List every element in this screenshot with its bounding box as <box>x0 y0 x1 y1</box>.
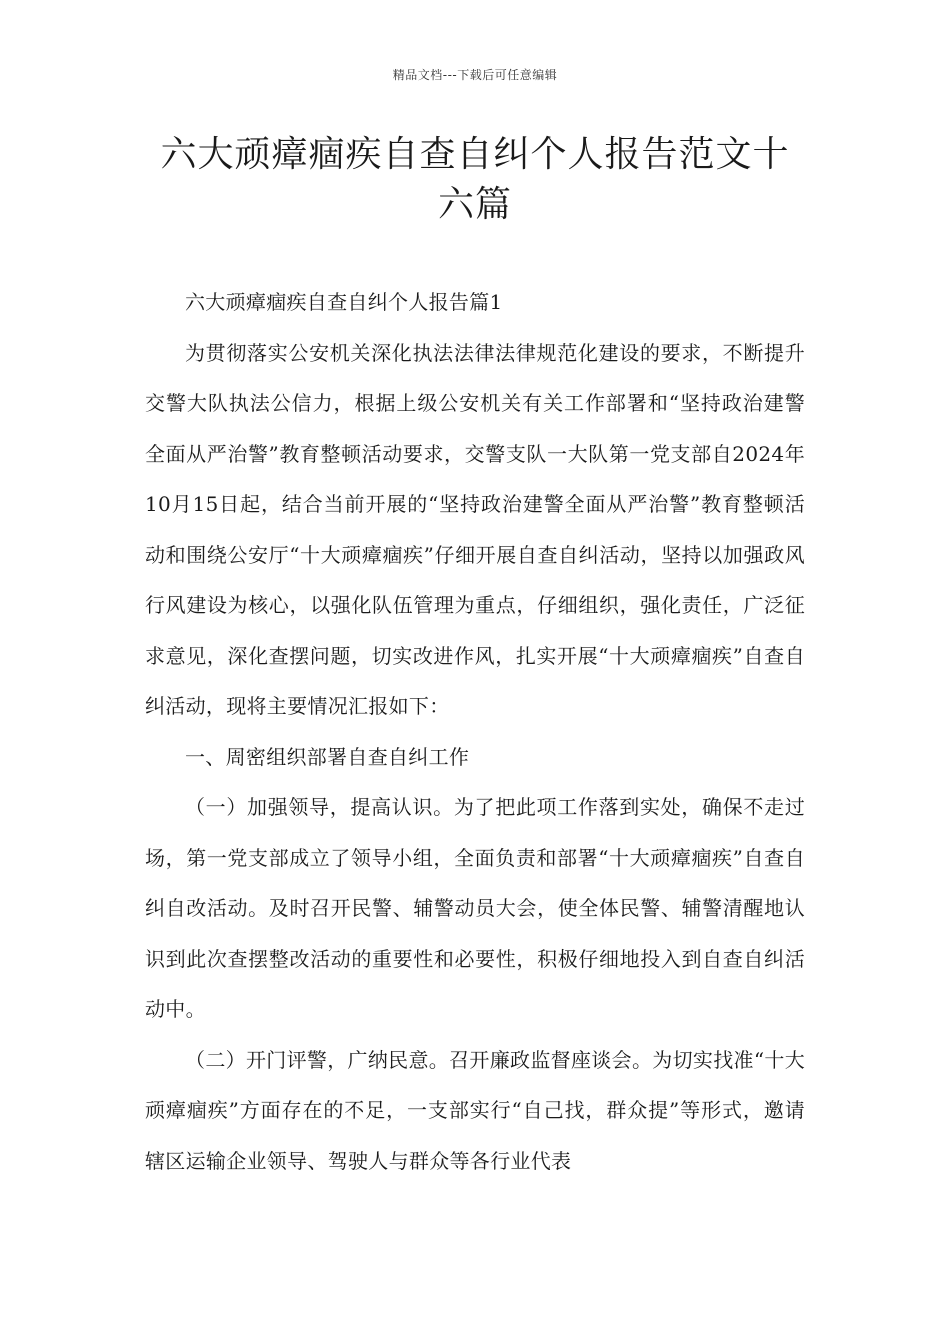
subsection-heading: 一、周密组织部署自查自纠工作 <box>185 744 470 769</box>
paragraph-item-1: （一）加强领导，提高认识。为了把此项工作落到实处，确保不走过场，第一党支部成立了领导小组，全面负责和部署“十大顽瘴痼疾”自查自纠自改活动。及时召开民警、辅警动员大会，使全体民警、辅警清醒地认识到此次查摆整改活动的重要性和必要性，积极仔细地投入到自查自纠活动中。 <box>145 795 805 1021</box>
document-body <box>145 277 805 1186</box>
intro-paragraph: 为贯彻落实公安机关深化执法法律法律规范化建设的要求，不断提升交警大队执法公信力，根据上级公安机关有关工作部署和“坚持政治建警全面从严治警”教育整顿活动要求，交警支队一大队第一党支部自2024年10月15日起，结合当前开展的“坚持政治建警全面从严治警”教育整顿活动和围绕公安厅“十大顽瘴痼疾”仔细开展自查自纠活动，坚持以加强政风行风建设为核心，以强化队伍管理为重点，仔细组织，强化责任，广泛征求意见，深化查摆问题，切实改进作风，扎实开展“十大顽瘴痼疾”自查自纠活动，现将主要情况汇报如下： <box>145 340 805 718</box>
title-line-1: 六大顽瘴痼疾自查自纠个人报告范文十 <box>160 134 790 175</box>
section-heading: 六大顽瘴痼疾自查自纠个人报告篇1 <box>185 290 503 314</box>
document-title <box>140 130 810 230</box>
header-note: 精品文档---下载后可任意编辑 <box>392 68 558 82</box>
paragraph-item-2: （二）开门评警，广纳民意。召开廉政监督座谈会。为切实找准“十大顽瘴痼疾”方面存在的不足，一支部实行“自己找，群众提”等形式，邀请辖区运输企业领导、驾驶人与群众等各行业代表 <box>145 1047 805 1173</box>
title-line-2: 六篇 <box>437 184 512 225</box>
